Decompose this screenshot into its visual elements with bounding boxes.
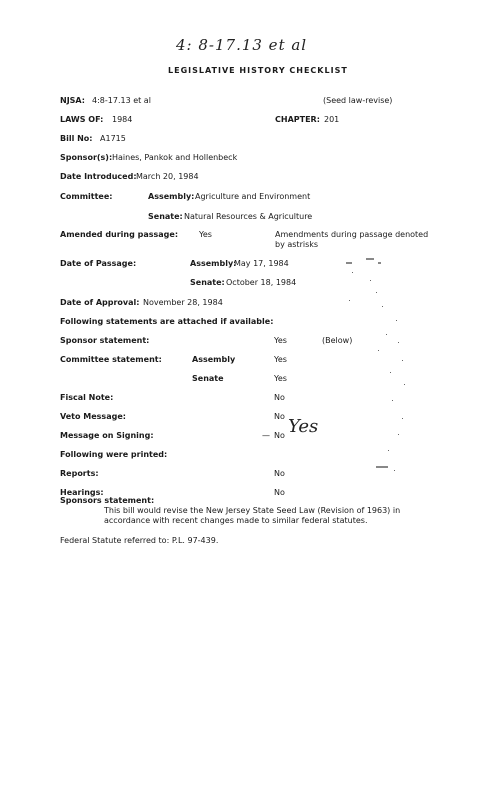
committee-senate-label: Senate: [148, 212, 183, 221]
reports-label: Reports: [60, 469, 99, 478]
following-printed-heading: Following were printed: [60, 450, 168, 459]
passage-senate-label: Senate: [190, 278, 225, 287]
laws-of-label: LAWS OF: [60, 115, 104, 124]
fiscal-note-label: Fiscal Note: [60, 393, 114, 402]
sponsors-statement-label: Sponsors statement: [60, 496, 155, 505]
veto-message-label: Veto Message: [60, 412, 126, 421]
passage-assembly-label: Assembly: [190, 259, 237, 268]
committee-assembly-value: Agriculture and Environment [195, 192, 311, 201]
handwritten-header: 4: 8-17.13 et al [176, 36, 308, 54]
strike-dash: — [262, 431, 270, 440]
sponsors-label: Sponsor(s): [60, 153, 113, 162]
amended-note-line1: Amendments during passage denoted [275, 230, 429, 239]
bill-no-value: A1715 [100, 134, 126, 143]
message-on-signing-label: Message on Signing: [60, 431, 154, 440]
sponsors-statement-line1: This bill would revise the New Jersey State Seed Law (Revision of 1963) in [104, 506, 401, 515]
chapter-label: CHAPTER: [275, 115, 320, 124]
bill-no-label: Bill No: [60, 134, 93, 143]
date-of-passage-label: Date of Passage: [60, 259, 137, 268]
sponsor-statement-note: (Below) [322, 336, 353, 345]
committee-senate-value: Natural Resources & Agriculture [184, 212, 313, 221]
hearings-value: No [274, 488, 285, 497]
njsa-note: (Seed law-revise) [323, 96, 393, 105]
date-introduced-value: March 20, 1984 [136, 172, 199, 181]
njsa-value: 4:8-17.13 et al [92, 96, 151, 105]
veto-message-value: No [274, 412, 285, 421]
fiscal-note-value: No [274, 393, 285, 402]
amended-note-line2: by astrisks [275, 240, 319, 249]
sponsor-statement-value: Yes [274, 336, 287, 345]
date-introduced-label: Date Introduced: [60, 172, 137, 181]
sponsor-statement-label: Sponsor statement: [60, 336, 150, 345]
committee-statement-senate-value: Yes [274, 374, 287, 383]
committee-label: Committee: [60, 192, 113, 201]
hearings-label: Hearings: [60, 488, 104, 497]
amended-label: Amended during passage: [60, 230, 179, 239]
committee-statement-assembly-label: Assembly [192, 355, 236, 364]
date-of-approval-value: November 28, 1984 [143, 298, 223, 307]
njsa-label: NJSA: [60, 96, 85, 105]
committee-statement-senate-label: Senate [192, 374, 224, 383]
page-title: LEGISLATIVE HISTORY CHECKLIST [168, 66, 348, 75]
chapter-value: 201 [324, 115, 340, 124]
amended-value: Yes [199, 230, 212, 239]
date-of-approval-label: Date of Approval: [60, 298, 140, 307]
sponsors-value: Haines, Pankok and Hollenbeck [112, 153, 238, 162]
laws-of-value: 1984 [112, 115, 133, 124]
passage-assembly-value: May 17, 1984 [234, 259, 289, 268]
passage-senate-value: October 18, 1984 [226, 278, 297, 287]
message-on-signing-handwritten: Yes [288, 416, 319, 437]
committee-statement-assembly-value: Yes [274, 355, 287, 364]
committee-assembly-label: Assembly: [148, 192, 195, 201]
reports-value: No [274, 469, 285, 478]
federal-statute: Federal Statute referred to: P.L. 97-439. [60, 536, 219, 545]
following-attached-heading: Following statements are attached if available: [60, 317, 274, 326]
message-on-signing-value: No [274, 431, 285, 440]
sponsors-statement-line2: accordance with recent changes made to similar federal statutes. [104, 516, 368, 525]
committee-statement-label: Committee statement: [60, 355, 162, 364]
